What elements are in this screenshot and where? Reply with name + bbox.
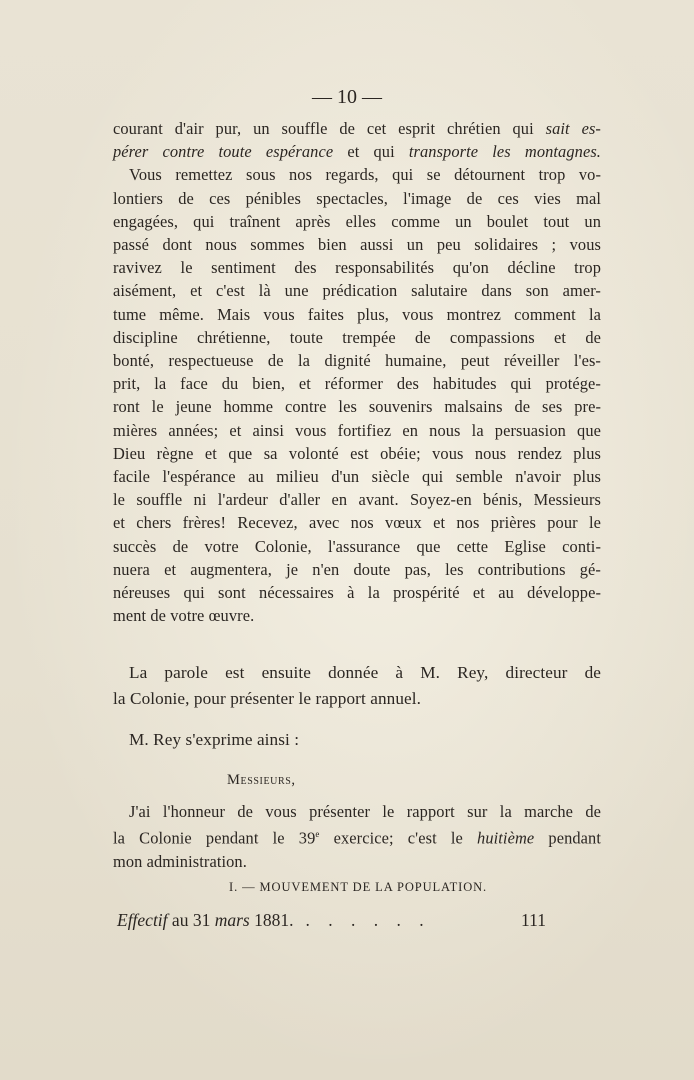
text-line: succès de votre Colonie, l'assurance que cette Eglise conti- bbox=[113, 536, 601, 556]
text-line: lontiers de ces pénibles spectacles, l'image de ces vies mal bbox=[113, 188, 601, 208]
paragraph-rey-speaks bbox=[113, 728, 601, 751]
text-line: J'ai l'honneur de vous présenter le rapport sur la marche de bbox=[129, 802, 601, 821]
text-line: La parole est ensuite donnée à M. Rey, directeur de bbox=[129, 663, 601, 682]
text-line: M. Rey s'exprime ainsi : bbox=[129, 730, 300, 749]
leader-dots: . . . . . . bbox=[305, 910, 431, 930]
text-line: ment de votre œuvre. bbox=[113, 606, 255, 626]
paragraph-report-opening bbox=[113, 800, 601, 873]
text-line: prit, la face du bien, et réformer des habitudes qui protége- bbox=[113, 374, 601, 394]
salutation: Messieurs, bbox=[227, 772, 296, 788]
text-line: ront le jeune homme contre les souvenirs malsains de ses pre- bbox=[113, 397, 601, 417]
text-line: Vous remettez sous nos regards, qui se détournent trop vo- bbox=[129, 165, 601, 185]
text-line: discipline chrétienne, toute trempée de compassions et de bbox=[113, 327, 601, 347]
page-number: — 10 — bbox=[312, 86, 382, 108]
effectif-entry: Effectif au 31 mars 1881. . . . . . . 111 bbox=[117, 910, 546, 930]
text-line: néreuses qui sont nécessaires à la prospérité et au développe- bbox=[113, 583, 601, 603]
text-line: le souffle ni l'ardeur d'aller en avant. Soyez-en bénis, Messieurs bbox=[113, 490, 601, 510]
text-line: facile l'espérance au milieu d'un siècle qui semble n'avoir plus bbox=[113, 467, 601, 487]
text-line: mières années; et ainsi vous fortifiez en nous la persuasion que bbox=[113, 420, 601, 440]
text-line: et chers frères! Recevez, avec nos vœux et nos prières pour le bbox=[113, 513, 601, 533]
text-line: passé dont nous sommes bien aussi un peu solidaires ; vous bbox=[113, 235, 601, 255]
paragraph-introduction-rey bbox=[113, 660, 601, 712]
text-line: la Colonie, pour présenter le rapport annuel. bbox=[113, 689, 422, 708]
text-line: Dieu règne et que sa volonté est obéie; vous nous rendez plus bbox=[113, 443, 601, 463]
text-line: la Colonie pendant le 39e exercice; c'est le huitième pendant bbox=[113, 828, 601, 848]
section-heading: I. — MOUVEMENT DE LA POPULATION. bbox=[229, 880, 488, 894]
text-line: mon administration. bbox=[113, 851, 247, 871]
text-line: courant d'air pur, un souffle de cet esprit chrétien qui sait es- bbox=[113, 119, 601, 138]
effectif-value: 111 bbox=[521, 910, 546, 930]
text-line: tume même. Mais vous faites plus, vous montrez comment la bbox=[113, 304, 601, 324]
text-line: aisément, et c'est là une prédication salutaire dans son amer- bbox=[113, 281, 601, 301]
text-line: bonté, respectueuse de la dignité humaine, peut réveiller l'es- bbox=[113, 351, 601, 371]
text-line: ravivez le sentiment des responsabilités qu'on décline trop bbox=[113, 258, 601, 278]
paragraph-speech-continuation bbox=[113, 117, 601, 627]
text-line: engagées, qui traînent après elles comme un boulet tout un bbox=[113, 211, 601, 231]
text-line: nuera et augmentera, je n'en doute pas, les contributions gé- bbox=[113, 559, 601, 579]
text-line: pérer contre toute espérance et qui transporte les montagnes. bbox=[113, 142, 601, 162]
